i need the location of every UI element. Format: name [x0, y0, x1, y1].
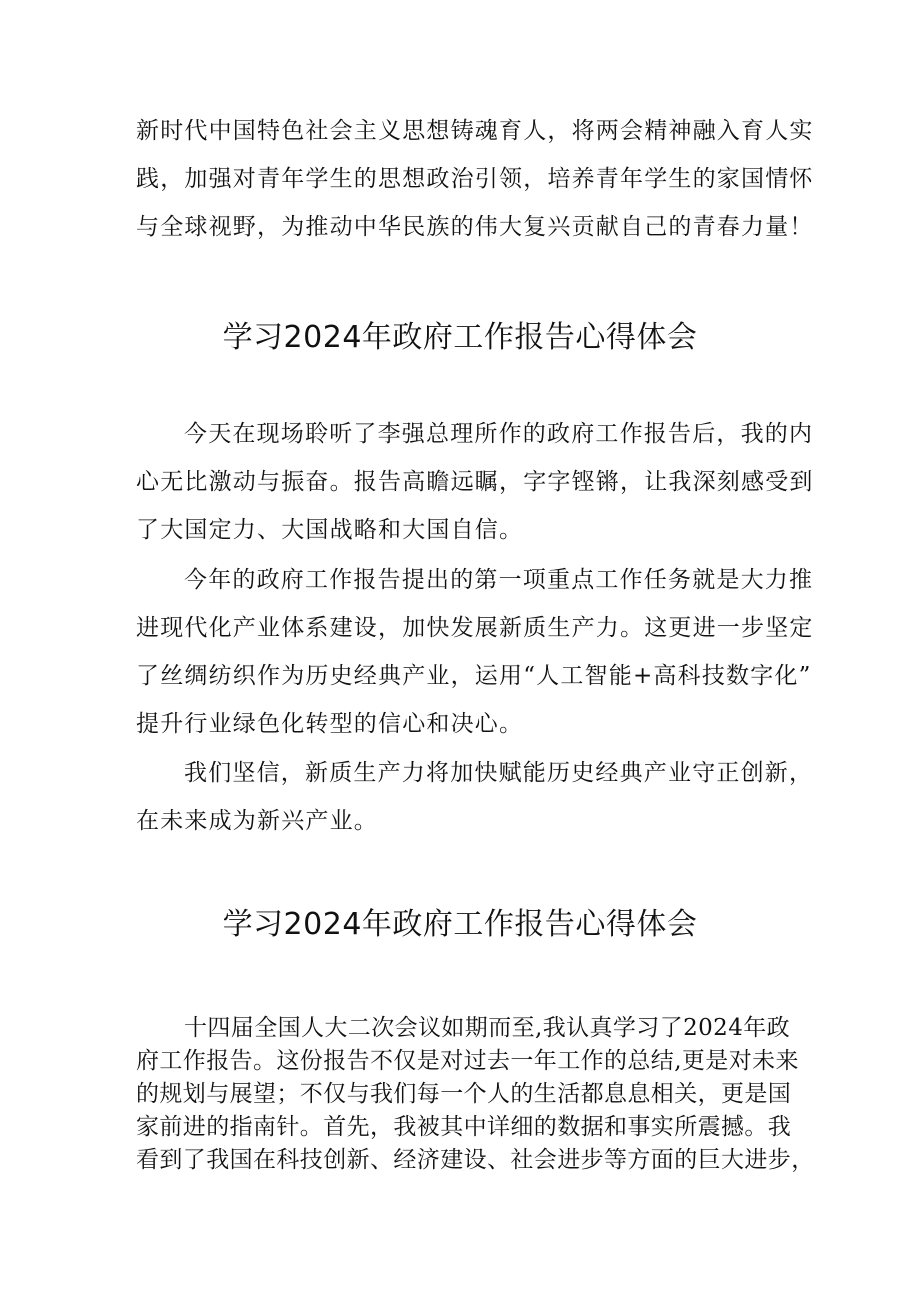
- paragraph-line: 我们坚信，新质生产力将加快赋能历史经典产业守正创新，: [184, 760, 814, 786]
- paragraph-line: 的规划与展望；不仅与我们每一个人的生活都息息相关，更是国: [136, 1081, 792, 1107]
- paragraph-line: 新时代中国特色社会主义思想铸魂育人，将两会精神融入育人实: [136, 118, 814, 144]
- paragraph-line: 十四届全国人大二次会议如期而至,我认真学习了2024年政: [184, 1015, 791, 1041]
- section-title: 学习2024年政府工作报告心得体会: [222, 907, 698, 942]
- paragraph-line: 了大国定力、大国战略和大国自信。: [136, 517, 524, 543]
- paragraph-line: 了丝绸纺织作为历史经典产业，运用“人工智能+高科技数字化”: [136, 663, 812, 689]
- paragraph-line: 家前进的指南针。首先，我被其中详细的数据和事实所震撼。我: [136, 1114, 792, 1140]
- paragraph-line: 今天在现场聆听了李强总理所作的政府工作报告后，我的内: [184, 421, 814, 447]
- section-title: 学习2024年政府工作报告心得体会: [222, 320, 698, 355]
- paragraph-line: 与全球视野，为推动中华民族的伟大复兴贡献自己的青春力量！: [136, 214, 814, 240]
- paragraph-line: 践，加强对青年学生的思想政治引领，培养青年学生的家国情怀: [136, 166, 814, 192]
- paragraph-line: 看到了我国在科技创新、经济建设、社会进步等方面的巨大进步，: [136, 1147, 815, 1173]
- paragraph-line: 府工作报告。这份报告不仅是对过去一年工作的总结,更是对未来: [136, 1048, 799, 1074]
- paragraph-line: 在未来成为新兴产业。: [136, 808, 378, 834]
- paragraph-line: 今年的政府工作报告提出的第一项重点工作任务就是大力推: [184, 567, 814, 593]
- paragraph-line: 心无比激动与振奋。报告高瞻远瞩，字字铿锵，让我深刻感受到: [136, 469, 814, 495]
- paragraph-line: 提升行业绿色化转型的信心和决心。: [136, 711, 524, 737]
- paragraph-line: 进现代化产业体系建设，加快发展新质生产力。这更进一步坚定: [136, 615, 814, 641]
